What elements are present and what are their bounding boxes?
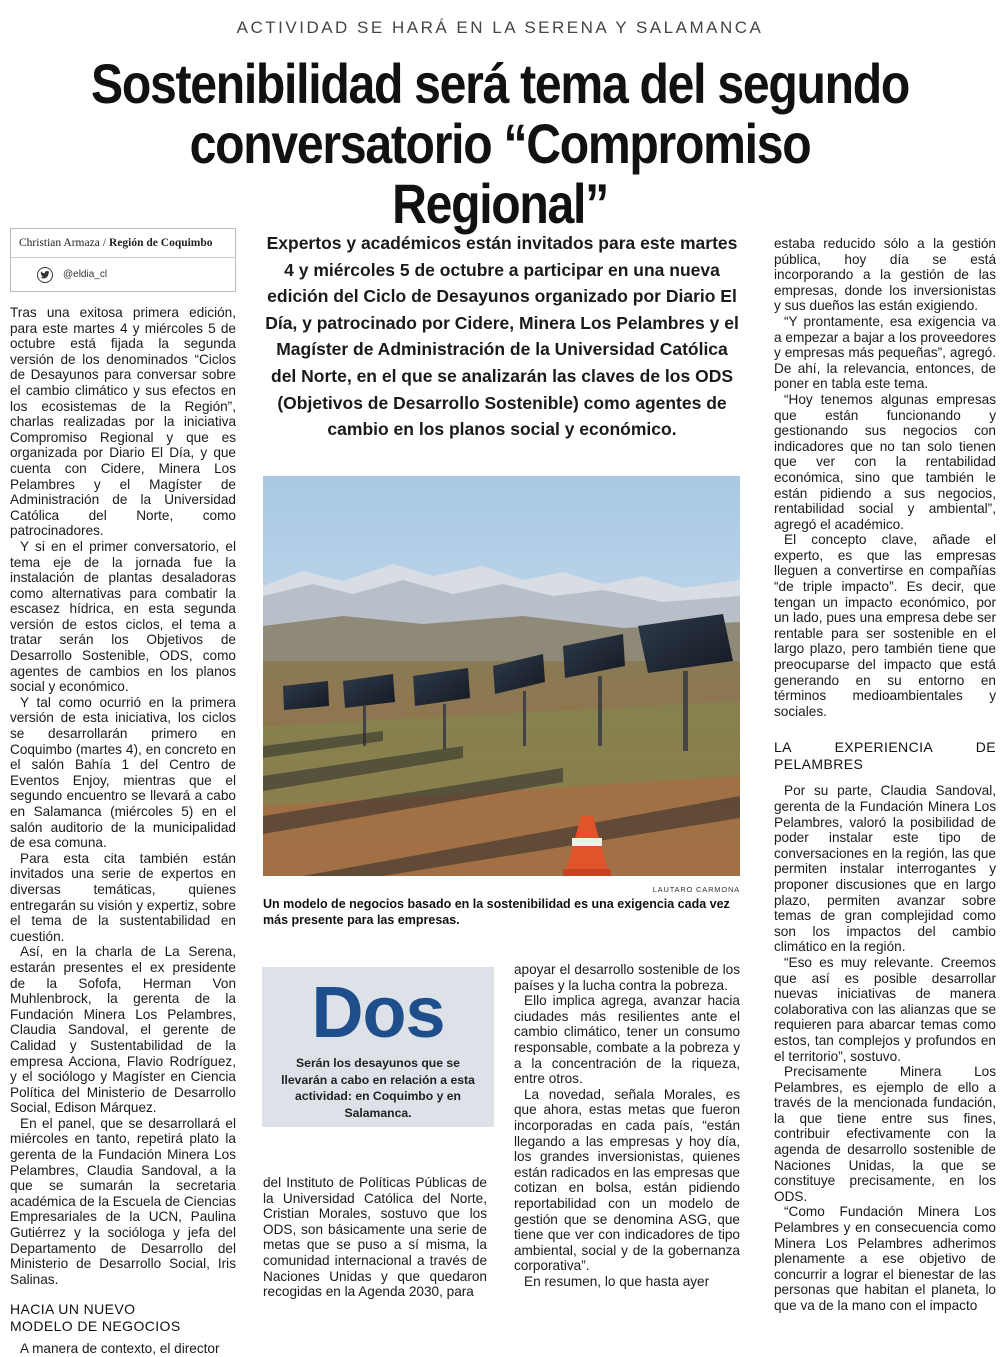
article-paragraph: “Eso es muy relevante. Creemos que así es posible desarrollar nuevas iniciativas de manera colaborativa con las alianzas que se requieren para abarcar temas como estos, tan complejos y profundos en el territorio”, sostuvo. (774, 954, 996, 1064)
article-paragraph: Precisamente Minera Los Pelambres, es ejemplo de ello a través de la mencionada fundación, la que tiene entre sus fines, contribuir efectivamente con la agenda de desarrollo sostenible de Naciones Unidas, la que se constituye precisamente, en los ODS. (774, 1064, 996, 1204)
headline (79, 54, 922, 234)
article-paragraph: Y tal como ocurrió en la primera versión de esta iniciativa, los ciclos se desarrollarán primero en Coquimbo (martes 4), en concreto en el salón Bahía 1 del Centro de Eventos Enjoy, mientras que el segundo encuentro se llevará a cabo en Salamanca (miércoles 5) en el salón auditorio de la municipalidad de esa comuna. (10, 694, 236, 851)
twitter-bird-icon (37, 267, 53, 283)
article-paragraph: Por su parte, Claudia Sandoval, gerenta de la Fundación Minera Los Pelambres, valoró la posibilidad de poder instalar este tipo de conversaciones en la región, las que permiten instalar interrogantes y proponer discusiones que en largo plazo, permiten avanzar sobre temas de gran complejidad como son los impactos del cambio climático en la región. (774, 783, 996, 955)
byline-box (10, 228, 236, 292)
callout-box (262, 967, 494, 1127)
article-paragraph: “Hoy tenemos algunas empresas que están funcionando y gestionando sus negocios con indicadores que no tan solo tienen que ver con la rentabilidad económica, sino que también le están pidiendo a sus negocios, rentabilidad social y ambiental”, agregó el académico. (774, 391, 996, 532)
article-paragraph: Así, en la charla de La Serena, estarán presentes el ex presidente de la Sofofa, Herman Von Muhlenbrock, la gerenta de la Fundación Minera Los Pelambres, Claudia Sandoval, el gerente de Calidad y Sustentabilidad de la empresa Acciona, Flavio Rodríguez, y el sociólogo y Magíster en Ciencia Política del Ministerio de Desarrollo Social, Edison Márquez. (10, 944, 236, 1116)
article-paragraph: El concepto clave, añade el experto, es que las empresas lleguen a convertirse en compañías “de triple impacto”. Es decir, que tengan un impacto económico, por un lado, pues una empresa debe ser rentable para ser sostenible en el largo plazo, pero también tiene que preocuparse del impacto que está generando en su entorno en términos medioambientales y sociales. (774, 532, 996, 719)
author-name: Christian Armaza (19, 237, 100, 249)
twitter-handle[interactable]: @eldia_cl (63, 269, 108, 280)
lead-paragraph: Expertos y académicos están invitados para este martes 4 y miércoles 5 de octubre a participar en una nueva edición del Ciclo de Desayunos organizado por Diario El Día, y patrocinado por Cidere, Minera Los Pelambres y el Magíster de Administración de la Universidad Católica del Norte, en el que se analizarán las claves de los ODS (Objetivos de Desarrollo Sostenible) como agentes de cambio en los planos social y económico. (265, 233, 739, 440)
headline-line-2: conversatorio “Compromiso Regional” (189, 112, 811, 235)
callout-number: Dos (311, 973, 445, 1053)
photo-credit: LAUTARO CARMONA (652, 885, 740, 894)
article-column-1 (10, 305, 236, 1357)
callout-text: Serán los desayunos que se llevarán a cabo en relación a esta actividad: en Coquimbo y en Salamanca. (281, 1056, 475, 1120)
kicker: ACTIVIDAD SE HARÁ EN LA SERENA Y SALAMANCA (236, 18, 764, 37)
article-paragraph: estaba reducido sólo a la gestión pública, hoy día se está incorporando a la gestión de las empresas, donde los inversionistas y sus dueños las están exigiendo. (774, 236, 996, 314)
headline-line-1: Sostenibilidad será tema del segundo (91, 52, 909, 115)
solar-panels-photo (263, 476, 740, 876)
article-paragraph: Ello implica agrega, avanzar hacia ciudades más resilientes ante el cambio climático, tener un consumo responsable, combate a la pobreza y a la concentración de la riqueza, entre otros. (514, 993, 740, 1087)
subhead-nuevo-modelo (10, 1301, 236, 1335)
article-paragraph: “Y prontamente, esa exigencia va a empezar a bajar a los proveedores y empresas más pequeñas”, agregó. De ahí, la relevancia, entonces, de poner en tabla este tema. (774, 313, 996, 392)
article-paragraph: En el panel, que se desarrollará el miércoles en tanto, repetirá plato la gerenta de la Fundación Minera Los Pelambres, Claudia Sandoval, a la que se sumarán la secretaria académica de la Escuela de Ciencias Empresariales de la UCN, Paulina Gutiérrez y la socióloga y jefa del Departamento de Desarrollo del Ministerio de Desarrollo Social, Iris Salinas. (10, 1115, 236, 1287)
photo-caption: Un modelo de negocios basado en la sostenibilidad es una exigencia cada vez más presente para las empresas. (263, 897, 730, 927)
byline-separator: / (102, 237, 107, 249)
byline-region: Región de Coquimbo (109, 237, 213, 249)
subhead-line-1: HACIA UN NUEVO (10, 1301, 136, 1318)
byline (19, 237, 213, 249)
article-paragraph: “Como Fundación Minera Los Pelambres y en consecuencia como Minera Los Pelambres adherimos plenamente a ese objetivo de concurrir a lograr el bienestar de las personas que habitan el planeta, lo que va de la mano con el impacto (774, 1204, 996, 1313)
subhead-experiencia-pelambres: LA EXPERIENCIA DE PELAMBRES (774, 739, 996, 773)
article-column-3 (514, 962, 740, 1289)
article-column-4 (774, 236, 996, 1314)
subhead-line-2: MODELO DE NEGOCIOS (10, 1318, 181, 1335)
article-paragraph: Para esta cita también están invitados una serie de expertos en diversas temáticas, quienes entregarán su visión y expertiz, sobre el tema de la sustentabilidad en cuestión. (10, 850, 236, 944)
article-paragraph: La novedad, señala Morales, es que ahora, estas metas que fueron incorporadas en cada país, “están llegando a las empresas y hoy día, los grandes inversionistas, quienes están radicados en las empresas que cotizan en bolsa, están pidiendo reportabilidad con un modelo de gestión que se denomina ASG, que tiene que ver con indicadores de tipo ambiental, social y de la gobernanza corporativa”. (514, 1086, 740, 1274)
article-paragraph: Y si en el primer conversatorio, el tema eje de la jornada fue la instalación de plantas desaladoras como alternativas para combatir la escasez hídrica, en esta segunda versión de estos ciclos, el tema a tratar serán los Objetivos de Desarrollo Sostenible, ODS, como agentes de cambios en los planos social y económico. (10, 538, 236, 695)
article-column-2 (263, 1175, 487, 1300)
article-paragraph: En resumen, lo que hasta ayer (524, 1273, 710, 1289)
byline-divider (11, 257, 235, 258)
article-paragraph: del Instituto de Políticas Públicas de la Universidad Católica del Norte, Cristian Morales, sostuvo que los ODS, son básicamente una serie de metas que se puso a sí misma, la comunidad internacional a través de Naciones Unidas y que quedaron recogidas en la Agenda 2030, para (263, 1175, 487, 1300)
article-paragraph: apoyar el desarrollo sostenible de los países y la lucha contra la pobreza. (514, 962, 740, 993)
article-paragraph: Tras una exitosa primera edición, para este martes 4 y miércoles 5 de octubre está fijada la segunda versión de los denominados “Ciclos de Desayunos para conversar sobre el cambio climático y sus efectos en los ecosistemas de la Región”, charlas realizadas por la iniciativa Compromiso Regional y que es organizada por Diario El Día, y que cuenta con Cidere, Minera Los Pelambres y el Magíster de Administración de la Universidad Católica del Norte, como patrocinadores. (10, 305, 236, 539)
article-paragraph: A manera de contexto, el director (20, 1341, 220, 1357)
